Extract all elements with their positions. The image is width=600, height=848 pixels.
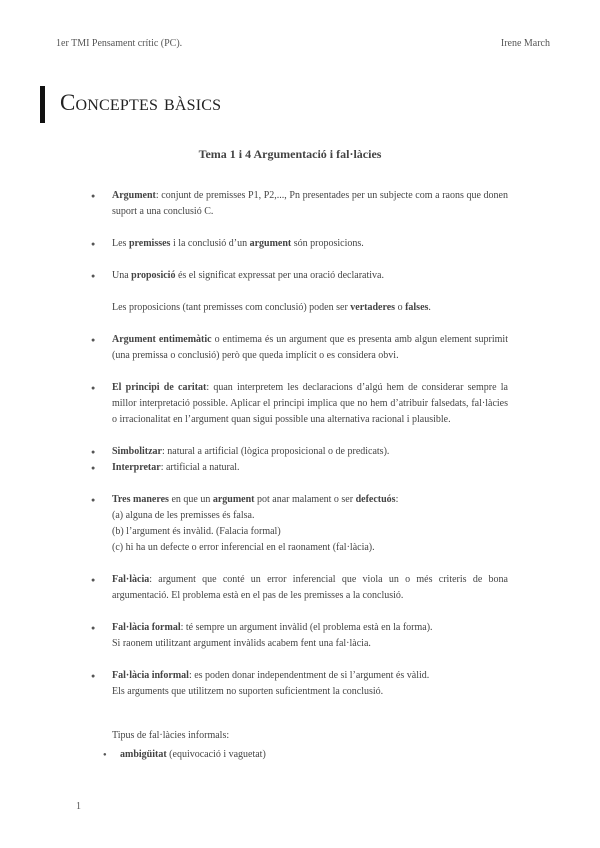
- title-accent-bar: [40, 86, 45, 123]
- paragraph-proposicions: [112, 300, 508, 316]
- definition: : artificial a natural.: [160, 462, 240, 473]
- list-line-b: (b) l’argument és invàlid. (Falacia formal): [112, 526, 281, 537]
- bullet-proposicio: [112, 268, 508, 284]
- term: defectuós: [355, 494, 396, 505]
- definition: : conjunt de premisses P1, P2,..., Pn presentades per un subjecte com a raons que donen suport a una conclusió C.: [112, 190, 508, 217]
- tipus-label: Tipus de fal·làcies informals:: [112, 730, 230, 741]
- bullet-interpretar: [112, 460, 508, 476]
- section-subtitle: Tema 1 i 4 Argumentació i fal·làcies: [198, 147, 382, 161]
- term: argument: [212, 494, 255, 505]
- definition: : quan interpretem les declaracions d’algú hem de considerar sempre la millor interpretació possible. Aplicar el principi implica que no hem d’atribuir falsedats, fal·làcies o irracionalitat en l’argument quan sigui possible una alternativa racional i plausible.: [112, 382, 508, 425]
- bullet-argument: [112, 188, 508, 220]
- term: El principi de caritat: [112, 382, 207, 393]
- text: Una: [112, 270, 132, 281]
- term: argument: [249, 238, 292, 249]
- bullet-premisses: [112, 236, 508, 252]
- page-number: 1: [76, 801, 81, 812]
- text: :: [395, 494, 399, 505]
- line: [112, 668, 508, 684]
- bullet-fallacia-formal: [112, 620, 508, 652]
- text: o: [395, 302, 406, 313]
- term: Argument entimemàtic: [112, 334, 212, 345]
- bullet-entimema: [112, 332, 508, 364]
- text: .: [428, 302, 431, 313]
- bullet-tres-maneres: [112, 492, 508, 556]
- text: (equivocació i vaguetat): [166, 749, 266, 760]
- term: falses: [405, 302, 429, 313]
- term: Tres maneres: [112, 494, 169, 505]
- line: Si raonem utilitzant argument invàlids acabem fent una fal·làcia.: [112, 638, 371, 649]
- header-course: 1er TMI Pensament crític (PC).: [56, 38, 183, 49]
- term: proposició: [131, 270, 176, 281]
- text: pot anar malament o ser: [254, 494, 356, 505]
- line: [112, 492, 508, 508]
- sub-bullet-ambiguitat: [120, 747, 508, 763]
- text: és el significat expressat per una oració declarativa.: [175, 270, 384, 281]
- definition: : es poden donar independentment de si l’argument és vàlid.: [188, 670, 430, 681]
- definition: : argument que conté un error inferencial que viola un o més criteris de bona argumentació. El problema està en el pas de les premisses a la conclusió.: [112, 574, 508, 601]
- bullet-principi-caritat: [112, 380, 508, 428]
- term: Interpretar: [112, 462, 161, 473]
- page-title: Conceptes bàsics: [60, 90, 222, 115]
- term: ambigüitat: [120, 749, 167, 760]
- line: Els arguments que utilitzem no suporten suficientment la conclusió.: [112, 686, 384, 697]
- bullet-fallacia: [112, 572, 508, 604]
- definition: : té sempre un argument invàlid (el problema està en la forma).: [180, 622, 433, 633]
- line: [112, 620, 508, 636]
- term: Fal·làcia formal: [112, 622, 181, 633]
- text: en que un: [168, 494, 213, 505]
- list-line-a: (a) alguna de les premisses és falsa.: [112, 510, 255, 521]
- text: Les proposicions (tant premisses com conclusió) poden ser: [112, 302, 351, 313]
- term: vertaderes: [350, 302, 396, 313]
- term: Fal·làcia informal: [112, 670, 189, 681]
- term: Argument: [112, 190, 156, 201]
- list-line-c: (c) hi ha un defecte o error inferencial en el raonament (fal·làcia).: [112, 542, 375, 553]
- text: són proposicions.: [291, 238, 364, 249]
- text: i la conclusió d’un: [170, 238, 250, 249]
- definition: o entimema és un argument que es presenta amb algun element suprimit (una premissa o conclusió) però que queda implícit o es considera obvi.: [112, 334, 508, 361]
- definition: : natural a artificial (lògica proposicional o de predicats).: [162, 446, 390, 457]
- term: Fal·làcia: [112, 574, 150, 585]
- header-author: Irene March: [500, 38, 550, 49]
- term: Simbolitzar: [112, 446, 162, 457]
- notes-body: [112, 188, 508, 763]
- text: Les: [112, 238, 129, 249]
- term: premisses: [128, 238, 171, 249]
- bullet-simbolitzar: [112, 444, 508, 460]
- bullet-fallacia-informal: [112, 668, 508, 700]
